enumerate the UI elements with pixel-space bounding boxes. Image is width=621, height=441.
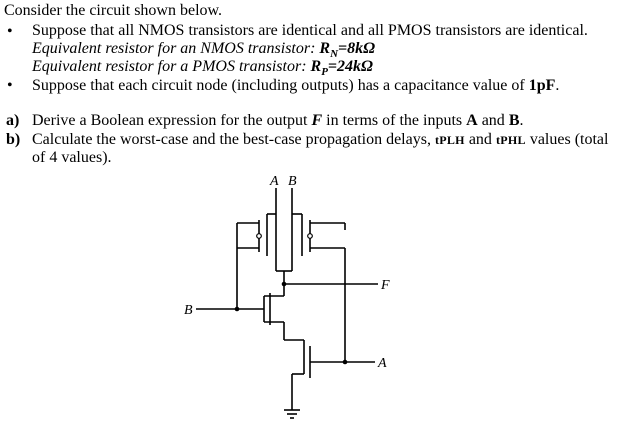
question-b-prefix: Calculate the worst-case and the best-case propagation delays,	[32, 131, 435, 148]
question-a-mid: in terms of the inputs	[322, 112, 467, 129]
question-a-input-b: B	[508, 112, 520, 129]
pmos-resistor-subscript: P	[321, 66, 328, 79]
b-node-dot	[235, 307, 240, 312]
bullet-1-text: Suppose that all NMOS transistors are identical and all PMOS transistors are identical.	[32, 22, 588, 39]
intro-text: Consider the circuit shown below.	[4, 2, 223, 19]
bullet-2-prefix: Suppose that each circuit node (including outputs) has a capacitance value of	[32, 77, 529, 94]
pmos-resistor-prefix: Equivalent resistor for a PMOS transistor:	[32, 58, 311, 75]
question-a-prefix: Derive a Boolean expression for the output	[32, 112, 312, 129]
question-b-and: and	[464, 131, 496, 148]
pmos-b-bubble	[308, 234, 313, 239]
label-b-left: B	[184, 303, 193, 318]
label-a-top: A	[270, 174, 279, 189]
nmos-resistor-symbol: R	[319, 40, 331, 57]
nmos-resistor-prefix: Equivalent resistor for an NMOS transistor:	[32, 40, 320, 57]
a-node-dot	[343, 360, 348, 365]
question-a-input-a: A	[466, 112, 478, 129]
capacitance-value: 1pF	[528, 77, 556, 94]
question-b-line2: of 4 values).	[32, 149, 112, 166]
question-b-label: b)	[6, 131, 21, 148]
question-b-suffix: values (total	[525, 131, 609, 148]
pmos-resistor-symbol: R	[310, 58, 322, 75]
question-a-output-f: F	[311, 112, 323, 129]
tplh-term: tPLH	[434, 133, 465, 147]
question-a-end: .	[519, 112, 524, 129]
question-a-label: a)	[6, 112, 20, 129]
bullet-dot: •	[7, 23, 13, 40]
label-b-top: B	[288, 174, 297, 189]
label-a-right: A	[378, 356, 387, 371]
pmos-a-bubble	[257, 234, 262, 239]
bullet-dot: •	[7, 77, 13, 94]
nmos-resistor-subscript: N	[330, 48, 339, 61]
tphl-term: tPHL	[495, 133, 526, 147]
label-f: F	[381, 278, 390, 293]
pmos-resistor-value: =24kΩ	[327, 58, 373, 75]
f-node-dot	[282, 282, 287, 287]
question-a-and: and	[477, 112, 509, 129]
nmos-resistor-value: =8kΩ	[338, 40, 376, 57]
bullet-2-end: .	[555, 77, 560, 94]
